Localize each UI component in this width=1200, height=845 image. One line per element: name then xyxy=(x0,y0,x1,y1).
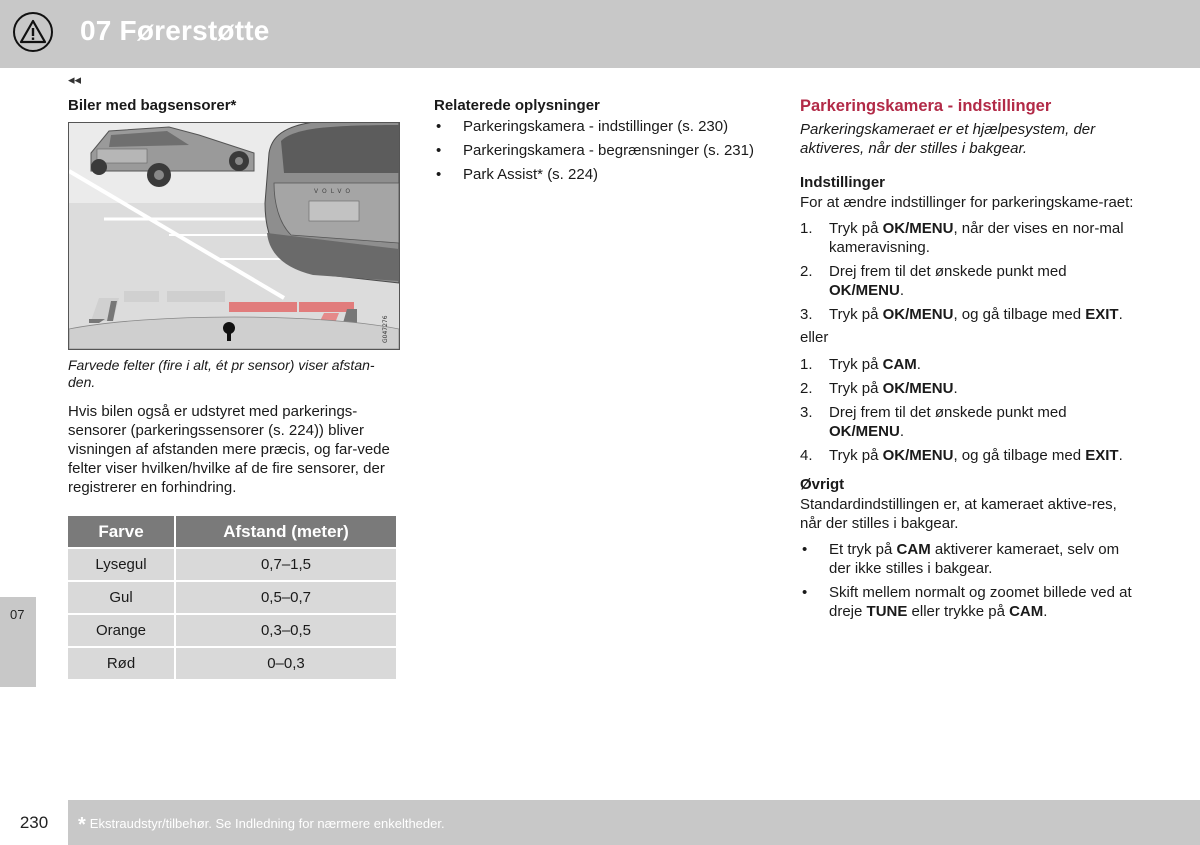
other-item: • Skift mellem normalt og zoomet billede ved at dreje TUNE eller trykke på CAM. xyxy=(802,584,1132,620)
chapter-side-tab[interactable] xyxy=(0,597,36,687)
other-heading: Øvrigt xyxy=(800,476,845,493)
chapter-side-tab-label: 07 xyxy=(10,607,25,622)
section-heading-camera-settings: Parkeringskamera - indstillinger xyxy=(800,97,1052,115)
steps-list-b xyxy=(800,355,1135,465)
table-row xyxy=(68,549,396,580)
step-item: 1. Tryk på OK/MENU, når der vises en nor-mal kameravisning. xyxy=(800,220,1124,256)
table-row xyxy=(68,615,396,646)
distance-table xyxy=(66,514,398,681)
settings-heading: Indstillinger xyxy=(800,174,886,191)
step-item: 3. Tryk på OK/MENU, og gå tilbage med EXIT. xyxy=(800,306,1123,323)
right-column xyxy=(800,96,1135,626)
step-item: 2. Tryk på OK/MENU. xyxy=(800,380,958,397)
table-cell-color: Gul xyxy=(68,582,174,613)
figure-code: G047276 xyxy=(382,315,389,343)
figure-caption: Farvede felter (fire i alt, ét pr sensor) viser afstan-den. xyxy=(68,357,375,390)
related-info-heading: Relaterede oplysninger xyxy=(434,97,600,114)
svg-text:VOLVO: VOLVO xyxy=(314,188,355,195)
table-header-distance: Afstand (meter) xyxy=(176,516,396,547)
settings-text: For at ændre indstillinger for parkeringskame-raet: xyxy=(800,194,1134,211)
page-title: 07 Førerstøtte xyxy=(80,15,270,46)
table-cell-color: Orange xyxy=(68,615,174,646)
step-item: 4. Tryk på OK/MENU, og gå tilbage med EXIT. xyxy=(800,447,1123,464)
warning-triangle-icon xyxy=(13,12,53,52)
related-link-item[interactable]: • Parkeringskamera - begrænsninger (s. 231) xyxy=(436,142,754,159)
page-footer xyxy=(0,800,1200,845)
other-item: • Et tryk på CAM aktiverer kameraet, selv om der ikke stilles i bakgear. xyxy=(802,541,1120,577)
table-cell-distance: 0,5–0,7 xyxy=(176,582,396,613)
chapter-badge xyxy=(0,0,68,68)
middle-column xyxy=(434,96,764,189)
related-links-list xyxy=(434,117,764,184)
step-item: 3. Drej frem til det ønskede punkt med OK/MENU. xyxy=(800,404,1067,440)
other-text: Standardindstillingen er, at kameraet aktive-res, når der stilles i bakgear. xyxy=(800,496,1117,532)
other-list xyxy=(800,540,1135,621)
step-item: 1. Tryk på CAM. xyxy=(800,356,921,373)
parking-camera-figure xyxy=(68,122,400,350)
step-item: 2. Drej frem til det ønskede punkt med OK/MENU. xyxy=(800,263,1067,299)
related-link-label[interactable]: Parkeringskamera - indstillinger (s. 230) xyxy=(463,118,729,135)
or-text: eller xyxy=(800,329,829,346)
table-header-color: Farve xyxy=(68,516,174,547)
table-row xyxy=(68,582,396,613)
chapter-header xyxy=(0,0,1200,68)
table-cell-distance: 0,3–0,5 xyxy=(176,615,396,646)
related-link-label[interactable]: Park Assist* (s. 224) xyxy=(463,166,599,183)
asterisk-icon: * xyxy=(78,814,86,836)
page-number: 230 xyxy=(19,812,49,832)
back-arrows-icon[interactable]: ◂◂ xyxy=(68,72,82,87)
table-cell-distance: 0,7–1,5 xyxy=(176,549,396,580)
table-cell-distance: 0–0,3 xyxy=(176,648,396,679)
footer-note xyxy=(78,814,445,837)
related-link-label[interactable]: Parkeringskamera - begrænsninger (s. 231) xyxy=(463,142,754,159)
table-row xyxy=(68,648,396,679)
steps-list-a xyxy=(800,219,1135,324)
left-column xyxy=(68,96,400,681)
table-cell-color: Rød xyxy=(68,648,174,679)
related-link-item[interactable]: • Park Assist* (s. 224) xyxy=(436,166,599,183)
body-paragraph: Hvis bilen også er udstyret med parkerings-sensorer (parkeringssensorer (s. 224)) bliver visningen af afstanden mere præcis, og far-vede felter viser hvilken/hvilke af de fire sensorer, der registrerer en forhindring. xyxy=(68,403,390,496)
intro-paragraph: Parkeringskameraet er et hjælpesystem, der aktiveres, når der stilles i bakgear. xyxy=(800,121,1096,157)
related-link-item[interactable]: • Parkeringskamera - indstillinger (s. 230) xyxy=(436,118,729,135)
section-heading-rear-sensors: Biler med bagsensorer* xyxy=(68,97,237,114)
footer-note-text: Ekstraudstyr/tilbehør. Se Indledning for nærmere enkeltheder. xyxy=(89,816,445,831)
table-cell-color: Lysegul xyxy=(68,549,174,580)
